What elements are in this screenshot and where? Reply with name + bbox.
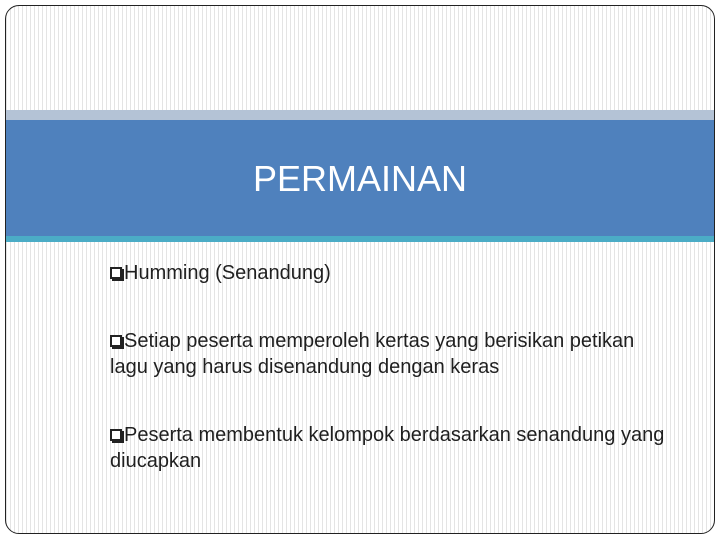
- slide-title: PERMAINAN: [252, 158, 468, 199]
- bullet-item: [110, 328, 670, 380]
- square-bullet-icon: [110, 429, 122, 441]
- title-band-top-stripe: [6, 110, 714, 120]
- bullet-item: [110, 422, 670, 474]
- square-bullet-icon: [110, 267, 122, 279]
- bullet-text: Peserta membentuk kelompok berdasarkan senandung yang diucapkan: [110, 424, 665, 472]
- slide: [5, 5, 715, 534]
- bullet-list: [110, 260, 670, 474]
- square-bullet-icon: [110, 335, 122, 347]
- bullet-item: [110, 260, 670, 286]
- title-band-bottom-stripe: [6, 236, 714, 242]
- bullet-text: Humming (Senandung): [124, 262, 331, 284]
- bullet-text: Setiap peserta memperoleh kertas yang berisikan petikan lagu yang harus disenandung dengan keras: [110, 330, 635, 378]
